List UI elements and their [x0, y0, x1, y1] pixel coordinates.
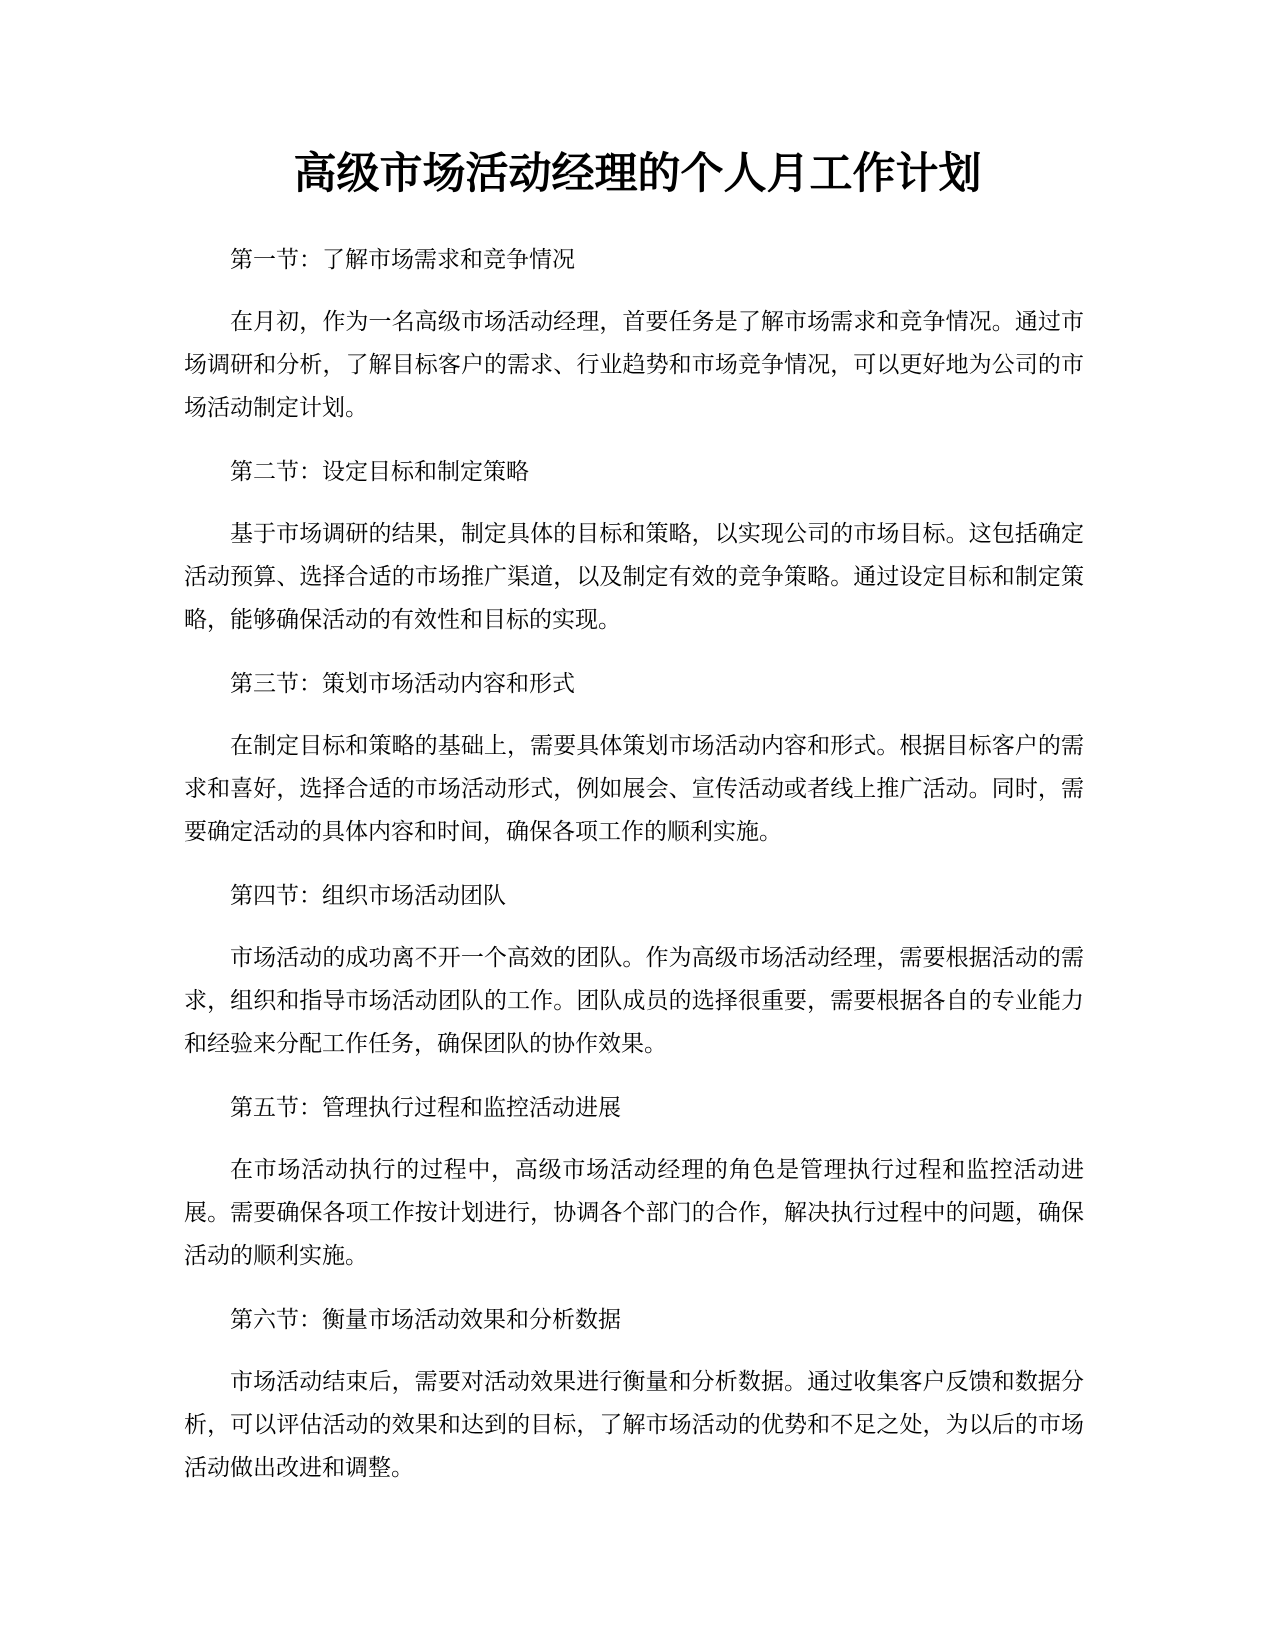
- section-paragraph: 基于市场调研的结果，制定具体的目标和策略，以实现公司的市场目标。这包括确定活动预算、选择合适的市场推广渠道，以及制定有效的竞争策略。通过设定目标和制定策略，能够确保活动的有效性和目标的实现。: [184, 521, 1084, 633]
- section-paragraph: 在制定目标和策略的基础上，需要具体策划市场活动内容和形式。根据目标客户的需求和喜好，选择合适的市场活动形式，例如展会、宣传活动或者线上推广活动。同时，需要确定活动的具体内容和时间，确保各项工作的顺利实施。: [184, 733, 1084, 845]
- section-5: [184, 1086, 1084, 1278]
- page-title: 高级市场活动经理的个人月工作计划: [293, 149, 982, 199]
- section-4: [184, 874, 1084, 1066]
- section-heading: 第二节：设定目标和制定策略: [230, 459, 529, 485]
- section-heading: 第三节：策划市场活动内容和形式: [230, 671, 575, 697]
- section-paragraph: 在市场活动执行的过程中，高级市场活动经理的角色是管理执行过程和监控活动进展。需要确保各项工作按计划进行，协调各个部门的合作，解决执行过程中的问题，确保活动的顺利实施。: [184, 1157, 1084, 1269]
- section-paragraph: 市场活动的成功离不开一个高效的团队。作为高级市场活动经理，需要根据活动的需求，组织和指导市场活动团队的工作。团队成员的选择很重要，需要根据各自的专业能力和经验来分配工作任务，确保团队的协作效果。: [184, 945, 1084, 1057]
- document-body: [184, 238, 1084, 1510]
- section-1: [184, 238, 1084, 430]
- section-paragraph: 市场活动结束后，需要对活动效果进行衡量和分析数据。通过收集客户反馈和数据分析，可以评估活动的效果和达到的目标，了解市场活动的优势和不足之处，为以后的市场活动做出改进和调整。: [184, 1369, 1084, 1481]
- section-heading: 第一节：了解市场需求和竞争情况: [230, 247, 575, 273]
- section-heading: 第六节：衡量市场活动效果和分析数据: [230, 1307, 621, 1333]
- section-paragraph: 在月初，作为一名高级市场活动经理，首要任务是了解市场需求和竞争情况。通过市场调研和分析，了解目标客户的需求、行业趋势和市场竞争情况，可以更好地为公司的市场活动制定计划。: [184, 309, 1084, 421]
- section-heading: 第四节：组织市场活动团队: [230, 883, 506, 909]
- section-heading: 第五节：管理执行过程和监控活动进展: [230, 1095, 621, 1121]
- section-3: [184, 662, 1084, 854]
- section-2: [184, 450, 1084, 642]
- section-6: [184, 1298, 1084, 1490]
